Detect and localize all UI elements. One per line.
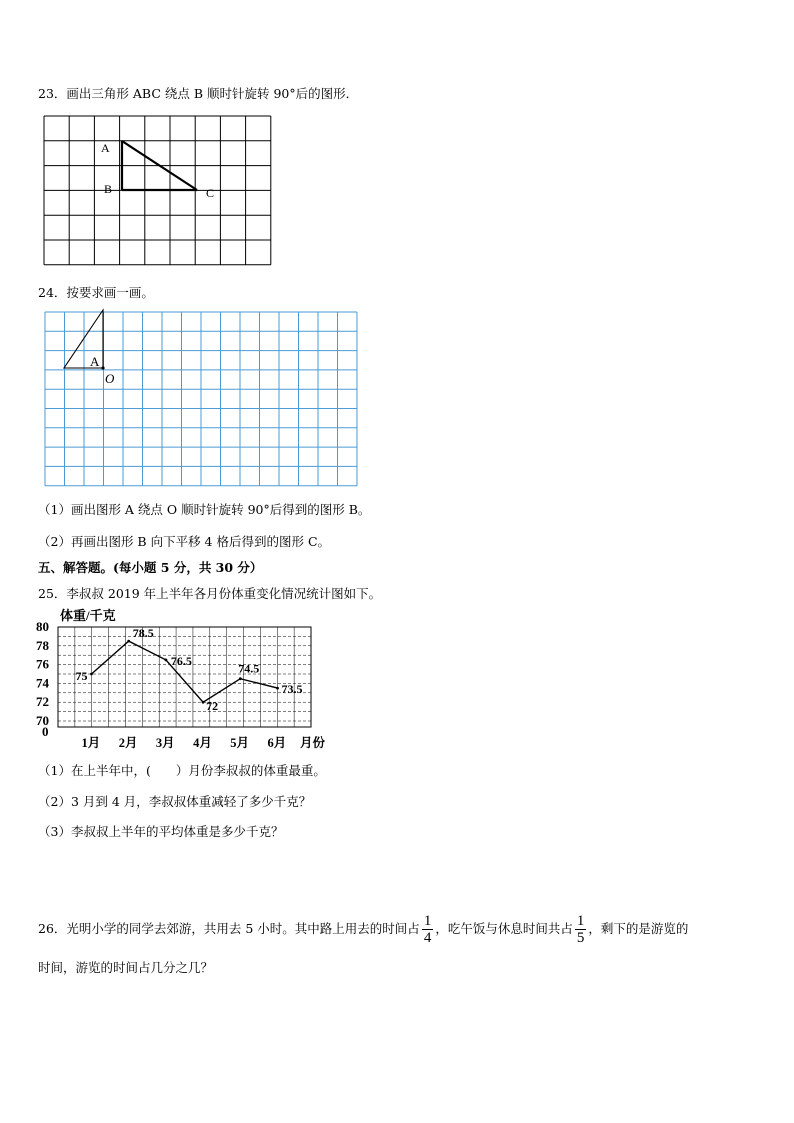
chart-data-labels <box>75 626 302 713</box>
chart-y-tick-label: 72 <box>36 694 49 710</box>
chart-x-tick-label: 6月 <box>267 736 287 750</box>
chart-x-tick-label: 3月 <box>155 736 175 750</box>
chart-data-label: 78.5 <box>132 626 154 641</box>
q26-frac1-num: 1 <box>423 913 432 929</box>
chart-y-tick-label: 74 <box>36 675 49 691</box>
q24-label-a: A <box>90 354 100 369</box>
q23-label-b: B <box>104 182 113 196</box>
chart-data-point <box>90 673 93 676</box>
q24-grid <box>45 312 357 486</box>
chart-y-tick-label: 78 <box>36 637 49 653</box>
q25-sub3: （3）李叔叔上半年的平均体重是多少千克？ <box>38 824 284 839</box>
chart-grid <box>58 627 311 727</box>
q23-grid-figure <box>40 112 280 272</box>
chart-data-label: 75 <box>75 669 88 683</box>
chart-data-label: 73.5 <box>281 682 303 697</box>
chart-data-point <box>202 701 205 704</box>
q25-sub2: （2）3 月到 4 月，李叔叔体重减轻了多少千克？ <box>38 794 312 809</box>
q25-weight-line-chart <box>30 604 330 750</box>
chart-y-ticks <box>36 619 50 739</box>
q26-line2: 时间，游览的时间占几分之几？ <box>38 960 214 975</box>
chart-x-tick-label: 2月 <box>118 736 138 750</box>
chart-x-ticks <box>81 736 286 750</box>
chart-data-point <box>127 640 130 643</box>
chart-y-tick-label: 80 <box>36 619 49 634</box>
chart-data-point <box>276 687 279 690</box>
q25-text: 25．李叔叔 2019 年上半年各月份体重变化情况统计图如下。 <box>38 586 382 601</box>
q26-frac2-den: 5 <box>576 930 585 946</box>
q26-frac1-den: 4 <box>423 930 432 946</box>
q24-grid-figure <box>42 310 362 490</box>
chart-data-point <box>164 659 167 662</box>
chart-y-axis-title: 体重/千克 <box>60 608 116 623</box>
q24-label-o: O <box>105 371 115 386</box>
chart-x-tick-label: 1月 <box>81 736 101 750</box>
chart-data-label: 74.5 <box>238 661 260 676</box>
chart-x-tick-label: 5月 <box>230 736 250 750</box>
chart-y-tick-label: 76 <box>36 656 49 672</box>
chart-plot-frame <box>58 627 311 727</box>
chart-data-point <box>239 677 242 680</box>
q24-text: 24．按要求画一画。 <box>38 285 154 300</box>
chart-data-label: 76.5 <box>170 653 192 668</box>
chart-data-label: 72 <box>206 699 219 714</box>
q25-sub1: （1）在上半年中，( ）月份李叔叔的体重最重。 <box>38 763 326 778</box>
q26-line1 <box>38 913 688 946</box>
q24-point-o <box>101 366 104 369</box>
q26-fraction-one-fifth <box>575 913 587 946</box>
q23-label-c: C <box>206 186 215 200</box>
q26-part3: ，剩下的是游览的 <box>588 921 689 936</box>
q23-label-a: A <box>101 141 110 155</box>
q26-part2: ，吃午饭与休息时间共占 <box>435 921 573 936</box>
q24-sub1: （1）画出图形 A 绕点 O 顺时针旋转 90°后得到的图形 B。 <box>38 502 371 517</box>
chart-y-tick-label: 70 <box>36 713 49 728</box>
q26-part1: 26．光明小学的同学去郊游，共用去 5 小时。其中路上用去的时间占 <box>38 921 420 936</box>
section5-heading: 五、解答题。(每小题 5 分，共 30 分） <box>38 560 263 575</box>
chart-x-tick-label: 4月 <box>193 736 212 750</box>
chart-y-tick-label: 0 <box>42 724 49 739</box>
q23-text: 23．画出三角形 ABC 绕点 B 顺时针旋转 90°后的图形． <box>38 86 359 101</box>
chart-x-axis-title: 月份 <box>300 736 326 750</box>
q24-sub2: （2）再画出图形 B 向下平移 4 格后得到的图形 C。 <box>38 534 331 549</box>
q26-fraction-one-quarter <box>422 913 434 946</box>
q26-frac2-num: 1 <box>576 913 585 929</box>
